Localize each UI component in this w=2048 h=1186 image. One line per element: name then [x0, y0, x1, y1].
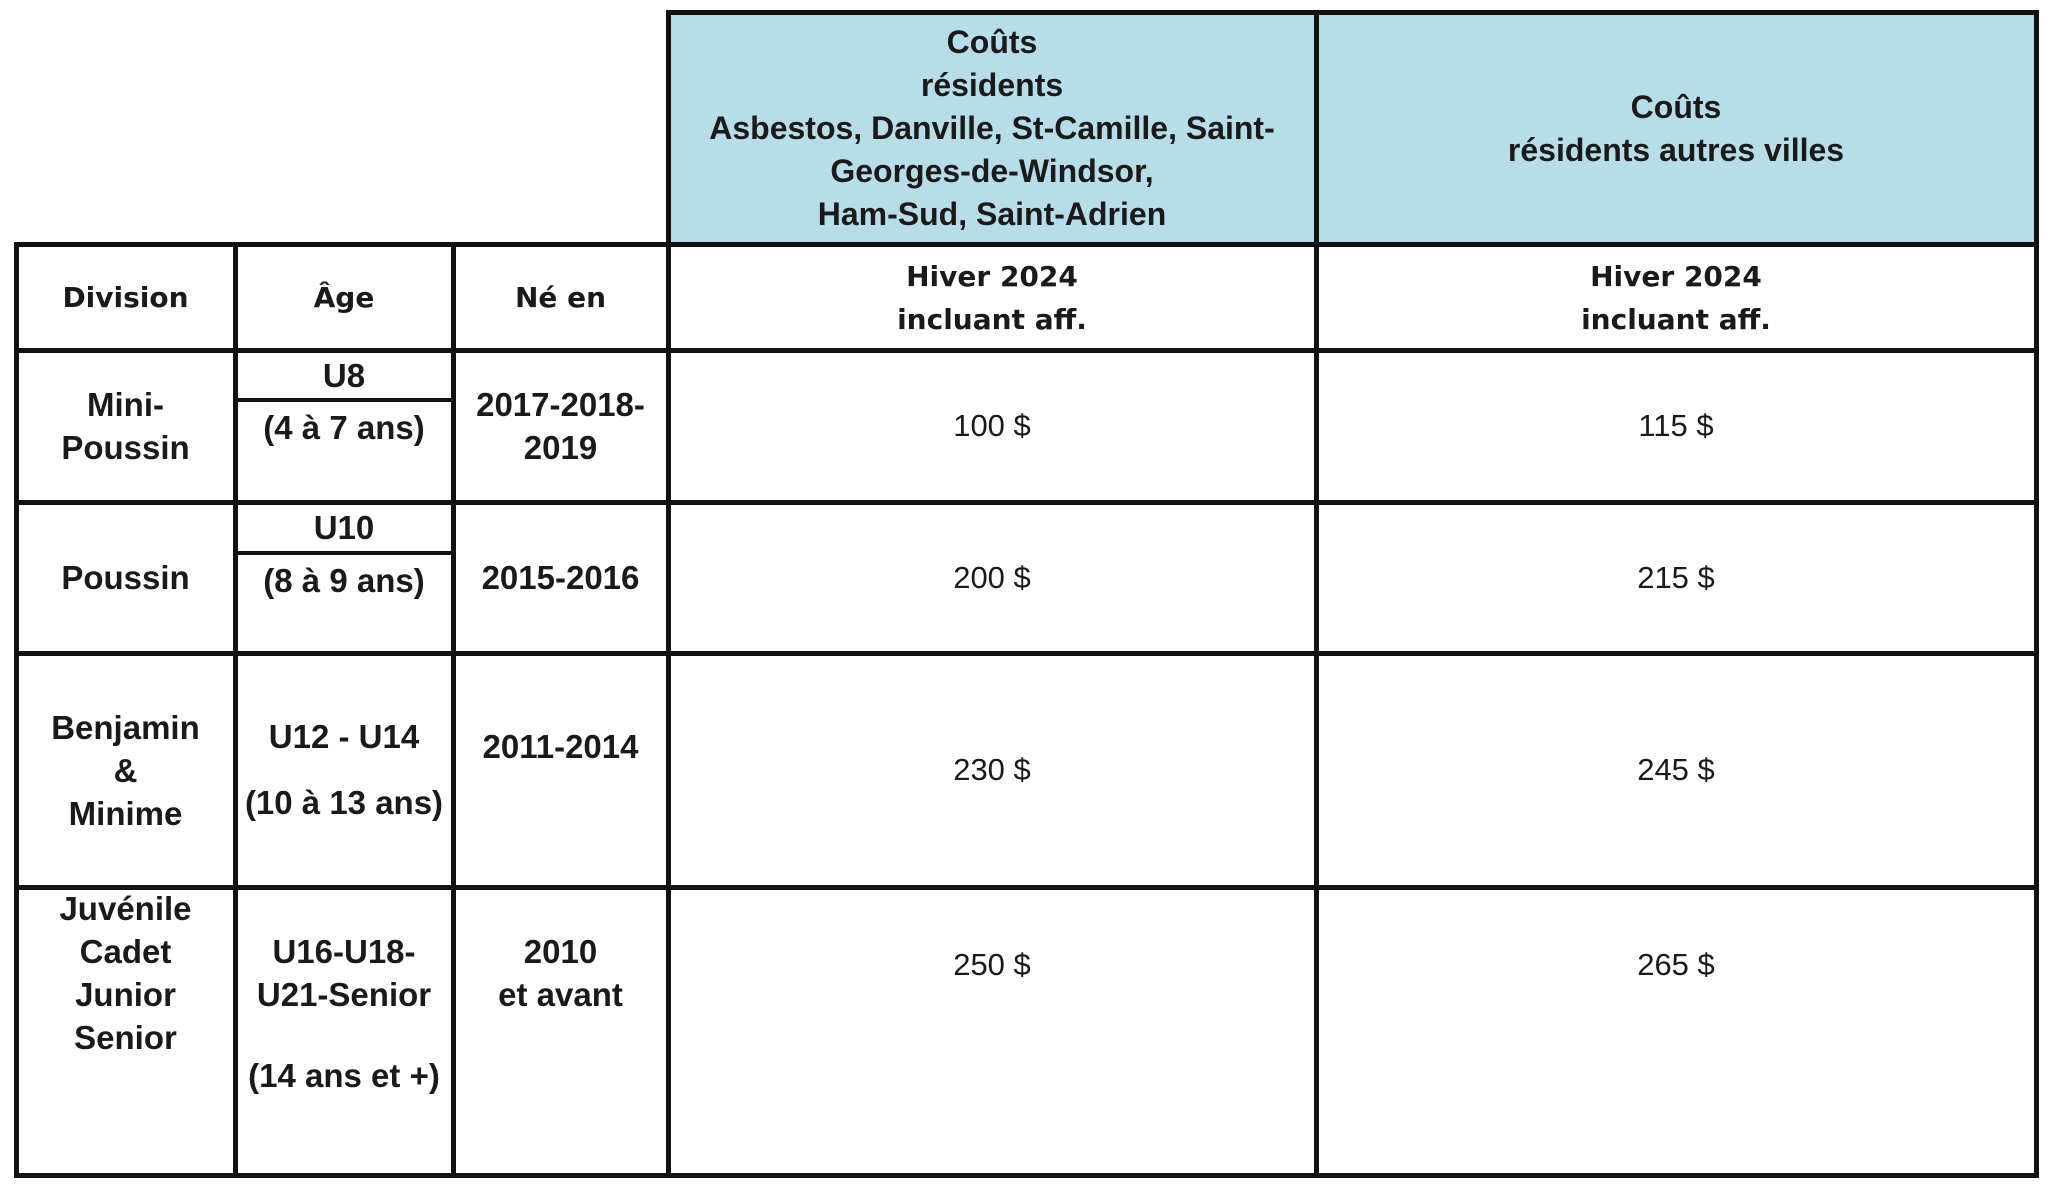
header-residents-line-5: Ham-Sud, Saint-Adrien: [817, 196, 1167, 232]
grid-line: [233, 242, 238, 1178]
grid-line: [14, 651, 2039, 656]
table-row-2-age-range: (8 à 9 ans): [263, 562, 425, 599]
table-row-4-cost-others: 265 $: [1637, 947, 1715, 982]
born-line: 2019: [523, 429, 598, 466]
header-others-line-1: Coûts: [1630, 89, 1722, 125]
age-code-line: U16-U18-: [272, 933, 416, 970]
grid-line: [14, 242, 2039, 247]
season-others-line-1: Hiver 2024: [1590, 259, 1762, 293]
division-line: Junior: [75, 976, 176, 1013]
division-line: Poussin: [61, 559, 190, 596]
age-range: (14 ans et +): [248, 1057, 440, 1094]
division-line: Minime: [68, 794, 183, 832]
grid-line: [451, 242, 456, 1178]
grid-line: [2034, 10, 2039, 1178]
born-line: 2017-2018-: [476, 386, 645, 423]
column-header-division: Division: [62, 281, 189, 314]
table-row-4-born: [453, 887, 668, 1175]
header-residents-line-1: Coûts: [946, 24, 1038, 60]
grid-line: [14, 242, 19, 1178]
division-line: Cadet: [79, 933, 172, 970]
table-row-1-cost-residents: 100 $: [953, 408, 1031, 443]
table-row-1-born: [453, 350, 668, 502]
table-row-2-born: [453, 502, 668, 653]
grid-line: [14, 500, 2039, 505]
table-row-4-division: [16, 887, 235, 1175]
grid-line: [666, 10, 671, 1178]
grid-line: [235, 551, 453, 555]
division-line: Poussin: [61, 429, 190, 466]
header-residents-line-3: Asbestos, Danville, St-Camille, Saint-: [709, 110, 1275, 146]
column-header-season-residents: [668, 245, 1316, 350]
born-line: et avant: [498, 976, 623, 1013]
grid-line: [14, 885, 2039, 890]
column-header-season-others: [1316, 245, 2036, 350]
table-row-1-cost-others: 115 $: [1638, 408, 1714, 443]
header-others-line-2: résidents autres villes: [1507, 132, 1845, 168]
header-residents-line-2: résidents: [920, 67, 1064, 103]
season-residents-line-2: incluant aff.: [897, 302, 1087, 336]
column-header-born: Né en: [514, 281, 607, 314]
header-others-costs: [1316, 12, 2036, 245]
table-row-4-cost-residents: 250 $: [953, 947, 1031, 982]
season-residents-line-1: Hiver 2024: [906, 259, 1078, 293]
table-row-1-division: [16, 350, 235, 502]
column-header-age: Âge: [313, 281, 375, 314]
grid-line: [666, 10, 2039, 15]
table-row-3-division: [16, 653, 235, 887]
table-row-3-born: [453, 653, 668, 887]
division-line: Mini-: [87, 386, 164, 423]
grid-line: [1314, 10, 1319, 1178]
table-row-1-age-range: (4 à 7 ans): [263, 409, 425, 446]
age-range: (10 à 13 ans): [244, 784, 444, 821]
age-code-line: U21-Senior: [256, 976, 432, 1013]
table-row-2-cost-others: 215 $: [1637, 559, 1715, 595]
born-line: 2015-2016: [481, 559, 640, 596]
header-residents-line-4: Georges-de-Windsor,: [830, 153, 1154, 189]
table-row-2-division: [16, 502, 235, 653]
table-row-3-age: [235, 653, 453, 887]
division-line: &: [113, 751, 138, 789]
born-line: 2011-2014: [482, 728, 639, 765]
born-line: 2010: [523, 933, 598, 970]
division-line: Juvénile: [59, 890, 192, 927]
season-others-line-2: incluant aff.: [1581, 302, 1771, 336]
header-residents-costs: [668, 12, 1316, 245]
age-code: U12 - U14: [268, 718, 420, 755]
grid-line: [14, 348, 2039, 353]
table-row-4-age: [235, 887, 453, 1175]
grid-line: [14, 1173, 2039, 1178]
table-row-1-age-code: U8: [322, 356, 366, 394]
table-row-2-age-code: U10: [313, 509, 375, 546]
table-row-3-cost-others: 245 $: [1637, 752, 1715, 787]
grid-line: [235, 398, 453, 402]
table-row-2-cost-residents: 200 $: [953, 559, 1031, 595]
table-row-3-cost-residents: 230 $: [953, 752, 1031, 787]
division-line: Benjamin: [51, 708, 200, 746]
division-line: Senior: [74, 1019, 177, 1056]
